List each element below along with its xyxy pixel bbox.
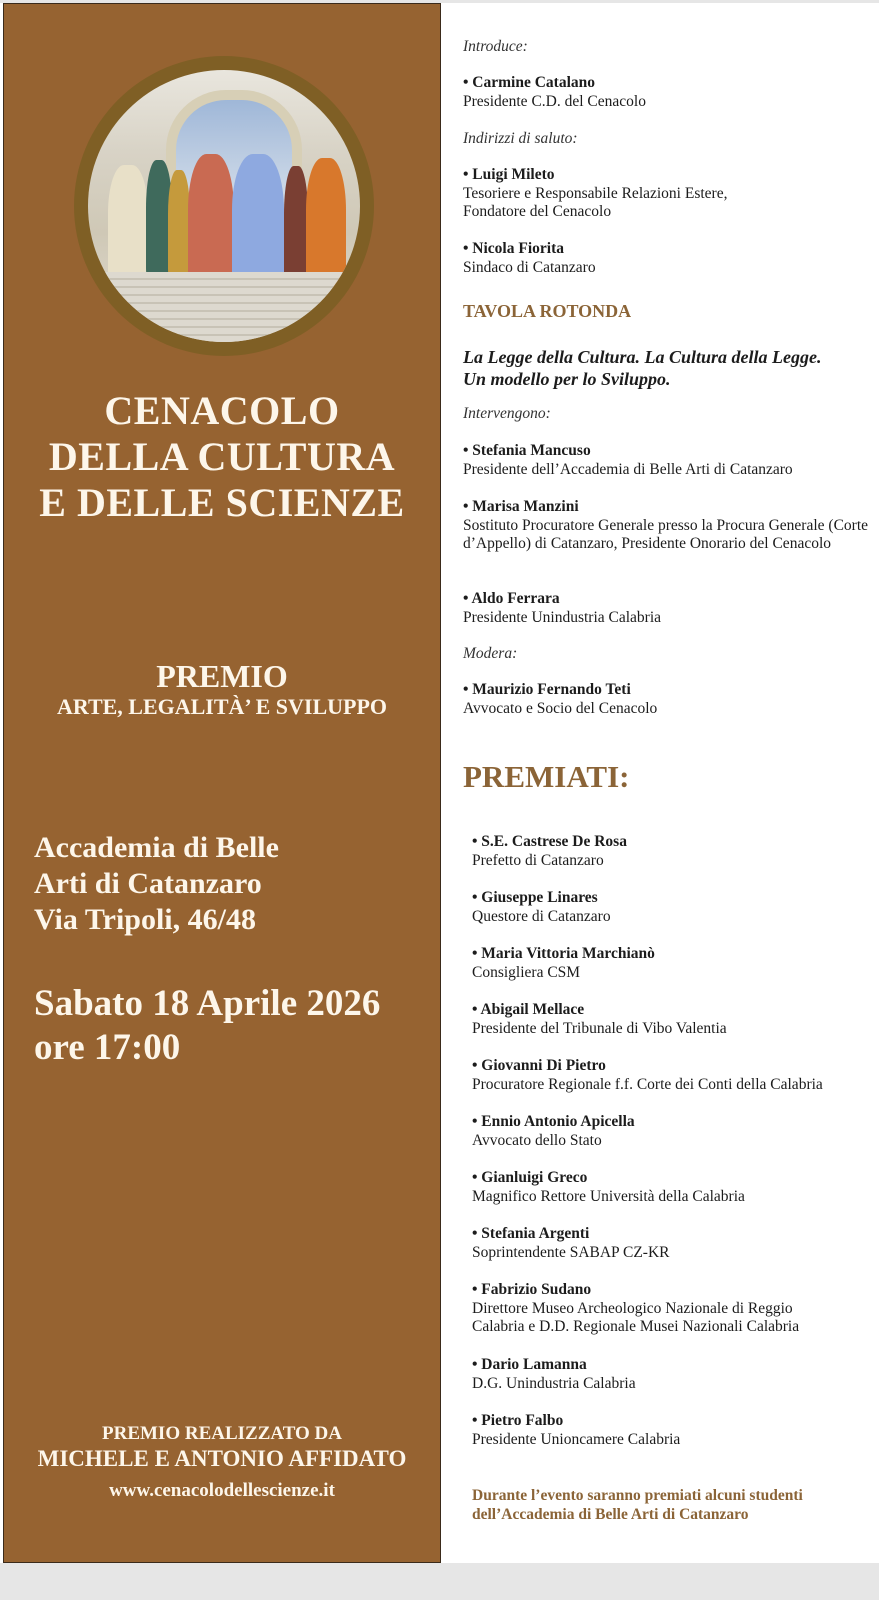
theme-line: Un modello per lo Sviluppo.: [463, 369, 671, 389]
date-line: Sabato 18 Aprile 2026: [34, 983, 381, 1024]
greetings-label: Indirizzi di saluto:: [463, 130, 578, 147]
person-name: • Marisa Manzini: [463, 498, 579, 515]
prize-subtitle: ARTE, LEGALITÀ’ E SVILUPPO: [56, 694, 388, 719]
person-name: • Fabrizio Sudano: [472, 1281, 592, 1298]
person-role: Prefetto di Catanzaro: [472, 851, 604, 869]
figure-shape: [284, 166, 308, 286]
program-entry: [463, 166, 763, 222]
awardees-heading: PREMIATI:: [463, 759, 630, 794]
person-role: Sostituto Procuratore Generale presso la Procura Generale (Corte d’Appello) di Catanzaro, Presidente Onorario del Cenacolo: [463, 516, 869, 552]
person-role: Presidente C.D. del Cenacolo: [463, 92, 646, 110]
person-name: • Maurizio Fernando Teti: [463, 681, 631, 698]
venue-line: Accademia di Belle: [34, 831, 279, 864]
website-link[interactable]: www.cenacolodellescienze.it: [109, 1480, 335, 1501]
introduce-label: Introduce:: [463, 38, 528, 55]
program-entry: [463, 240, 873, 277]
person-name: • Nicola Fiorita: [463, 240, 564, 257]
awardee-entry: [472, 1281, 842, 1337]
figure-shape: [168, 170, 190, 280]
venue-address: [34, 830, 279, 938]
person-role: Avvocato dello Stato: [472, 1131, 602, 1149]
person-name: • Maria Vittoria Marchianò: [472, 945, 655, 962]
title-line: E DELLE SCIENZE: [39, 480, 405, 525]
awardee-entry: [472, 945, 879, 982]
person-role: Questore di Catanzaro: [472, 907, 611, 925]
awardee-entry: [472, 1169, 879, 1206]
person-name: • Giuseppe Linares: [472, 889, 598, 906]
person-name: • Abigail Mellace: [472, 1001, 585, 1018]
person-role: Soprintendente SABAP CZ-KR: [472, 1243, 670, 1261]
speakers-label: Intervengono:: [463, 405, 551, 422]
program-entry: [463, 681, 873, 718]
title-line: CENACOLO: [104, 388, 340, 433]
awardee-entry: [472, 833, 879, 870]
event-date: [34, 982, 380, 1070]
figure-shape: [306, 158, 346, 288]
person-name: • Pietro Falbo: [472, 1412, 564, 1429]
round-table-theme: [463, 346, 879, 390]
credit-names: MICHELE E ANTONIO AFFIDATO: [37, 1446, 407, 1471]
venue-line: Arti di Catanzaro: [34, 867, 262, 900]
students-note: [472, 1486, 872, 1524]
person-role: Presidente Unindustria Calabria: [463, 608, 662, 626]
moderator-label: Modera:: [463, 645, 518, 662]
awardee-entry: [472, 1057, 879, 1094]
program-entry: [463, 442, 873, 479]
person-name: • Stefania Mancuso: [463, 442, 591, 459]
person-role: Presidente Unioncamere Calabria: [472, 1430, 681, 1448]
person-role: D.G. Unindustria Calabria: [472, 1374, 636, 1392]
note-line: dell’Accademia di Belle Arti di Catanzaro: [472, 1506, 749, 1523]
theme-line: La Legge della Cultura. La Cultura della Legge.: [463, 347, 822, 367]
awardee-entry: [472, 1225, 879, 1262]
credit-line: PREMIO REALIZZATO DA: [102, 1423, 342, 1444]
person-name: • Gianluigi Greco: [472, 1169, 588, 1186]
time-line: ore 17:00: [34, 1027, 181, 1068]
figure-shape: [108, 165, 148, 285]
person-name: • Aldo Ferrara: [463, 590, 560, 607]
person-role: Consigliera CSM: [472, 963, 581, 981]
awardee-entry: [472, 889, 879, 926]
person-role: Direttore Museo Archeologico Nazionale di Reggio Calabria e D.D. Regionale Musei Nazionali Calabria: [472, 1299, 800, 1335]
prize-heading: PREMIO: [156, 658, 288, 694]
round-table-heading: TAVOLA ROTONDA: [463, 301, 632, 321]
person-role: Procuratore Regionale f.f. Corte dei Conti della Calabria: [472, 1075, 823, 1093]
program-entry: [463, 590, 873, 627]
awardee-entry: [472, 1113, 879, 1150]
note-line: Durante l’evento saranno premiati alcuni studenti: [472, 1487, 803, 1504]
medallion-ring: [74, 56, 374, 356]
venue-line: Via Tripoli, 46/48: [34, 903, 256, 936]
awardee-entry: [472, 1412, 879, 1449]
organization-title: [4, 388, 440, 526]
person-name: • Stefania Argenti: [472, 1225, 590, 1242]
person-role: Presidente dell’Accademia di Belle Arti di Catanzaro: [463, 460, 793, 478]
person-role: Presidente del Tribunale di Vibo Valentia: [472, 1019, 727, 1037]
person-name: • Carmine Catalano: [463, 74, 595, 91]
title-line: DELLA CULTURA: [48, 434, 396, 479]
program-entry: [463, 498, 873, 554]
program-entry: [463, 74, 873, 111]
awardee-entry: [472, 1001, 879, 1038]
person-name: • S.E. Castrese De Rosa: [472, 833, 627, 850]
prize-title: [4, 658, 440, 720]
person-role: Magnifico Rettore Università della Calabria: [472, 1187, 745, 1205]
person-role: Avvocato e Socio del Cenacolo: [463, 699, 658, 717]
person-name: • Luigi Mileto: [463, 166, 555, 183]
left-panel: [3, 3, 441, 1563]
steps-shape: [88, 272, 360, 342]
school-of-athens-image: [88, 70, 360, 342]
prize-credit: [4, 1422, 440, 1472]
person-name: • Ennio Antonio Apicella: [472, 1113, 635, 1130]
person-name: • Dario Lamanna: [472, 1356, 587, 1373]
person-role: Sindaco di Catanzaro: [463, 258, 596, 276]
awardee-entry: [472, 1356, 879, 1393]
person-role: Tesoriere e Responsabile Relazioni Estere, Fondatore del Cenacolo: [463, 184, 728, 220]
person-name: • Giovanni Di Pietro: [472, 1057, 606, 1074]
